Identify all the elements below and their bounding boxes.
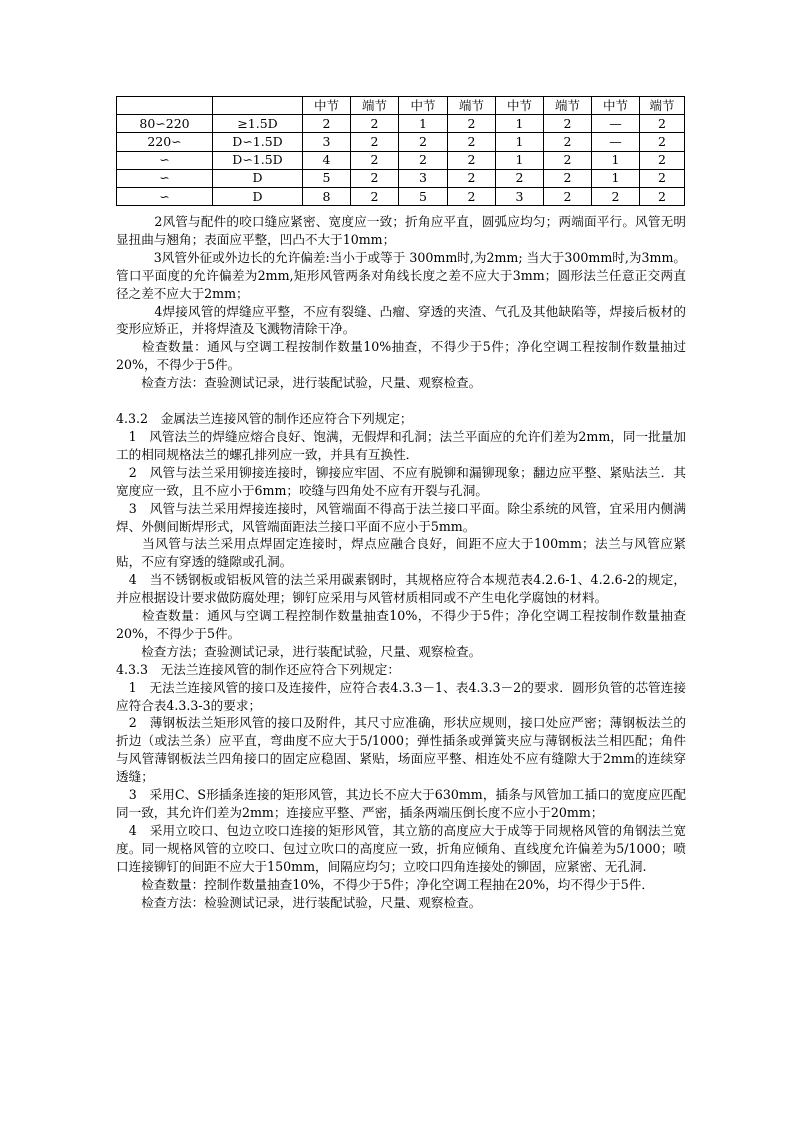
table-cell: 220∽	[117, 133, 213, 151]
table-cell: 2	[448, 187, 496, 205]
table-cell: 2	[351, 115, 399, 133]
paragraph: 1 无法兰连接风管的接口及连接件，应符合表4.3.3－1、表4.3.3－2的要求．圆形负管的芯管连接应符合表4.3.3-3的要求；	[116, 679, 686, 713]
section-heading: 4.3.3 无法兰连接风管的制作还应符合下列规定：	[116, 661, 400, 677]
table-cell: 1	[399, 115, 448, 133]
table-cell: 2	[448, 151, 496, 169]
table-cell: 3	[399, 169, 448, 187]
table-cell: 8	[303, 187, 351, 205]
table-cell: 1	[496, 151, 544, 169]
table-cell: 2	[399, 151, 448, 169]
table-cell: 2	[448, 115, 496, 133]
table-cell: 端节	[544, 97, 592, 115]
table-cell: 2	[351, 187, 399, 205]
table-row	[117, 187, 685, 205]
table-cell: 中节	[496, 97, 544, 115]
table-row	[117, 115, 685, 133]
table-cell: D	[213, 187, 303, 205]
paragraph: 4 当不锈钢板或铝板风管的法兰采用碳素钢时，其规格应符合本规范表4.2.6-1、4.2.6-2的规定，并应根据设计要求做防腐处理；铆钉应采用与风管材质相同或不产生电化学腐蚀的材料。	[116, 572, 686, 606]
table-cell: ∽	[117, 151, 213, 169]
table-cell: 5	[303, 169, 351, 187]
table-cell: 2	[640, 115, 685, 133]
table-cell: 3	[496, 187, 544, 205]
paragraph: 1 风管法兰的焊缝应熔合良好、饱满，无假焊和孔洞；法兰平面应的允许们差为2mm，同一批量加工的相同规格法兰的螺孔排列应一致，并具有互换性．	[116, 428, 686, 462]
paragraph: 检查数量：控制作数量抽查10%，不得少于5件；净化空调工程抽在20%，均不得少于5件．	[116, 876, 654, 892]
paragraph: 检查数量：通风与空调工程控制作数量抽查10%，不得少于5件；净化空调工程按制作数量抽查20%，不得少于5件。	[116, 608, 686, 641]
table-cell: ∽	[117, 187, 213, 205]
table-cell	[213, 97, 303, 115]
paragraph: 3 风管与法兰采用焊接连接时，风管端面不得高于法兰接口平面。除尘系统的风管，宜采用内侧满焊、外侧间断焊形式，风管端面距法兰接口平面不应小于5mm。	[116, 500, 686, 534]
table-cell: 2	[544, 151, 592, 169]
table-cell: 4	[303, 151, 351, 169]
table-cell: 1	[496, 115, 544, 133]
table-cell: 2	[351, 169, 399, 187]
table-cell: 2	[640, 169, 685, 187]
paragraph-gap	[116, 392, 686, 410]
paragraph: 当风管与法兰采用点焊固定连接时，焊点应融合良好，间距不应大于100mm；法兰与风管应紧贴，不应有穿透的缝隙或孔洞。	[116, 536, 686, 570]
table-cell: 端节	[351, 97, 399, 115]
table-cell: 2	[448, 133, 496, 151]
table-cell: 2	[640, 187, 685, 205]
paragraph: 检查数量：通风与空调工程按制作数量10%抽查，不得少于5件；净化空调工程按制作数量抽过20%，不得少于5件。	[116, 339, 686, 373]
paragraph: 3风管外征或外边长的允许偏差:当小于或等于 300mm时,为2mm; 当大于300mm时,为3mm。管口平面度的允许偏差为2mm,矩形风管两条对角线长度之差不应大于3mm；圆形法兰任意正交两直径之差不应大于2mm；	[116, 249, 686, 301]
paragraph: 2 风管与法兰采用铆接连接时，铆接应牢固、不应有脱铆和漏铆现象；翻边应平整、紧贴法兰．其宽度应一致，且不应小于6mm；咬缝与四角处不应有开裂与孔洞。	[116, 464, 686, 498]
table-cell: 80∽220	[117, 115, 213, 133]
table-cell: 2	[351, 151, 399, 169]
table-header-row	[117, 97, 685, 115]
table-cell: —	[592, 115, 640, 133]
paragraph: 检查方法；查验测试记录，进行装配试验，尺量、观察检查。	[116, 643, 482, 659]
paragraph: 检查方法：查验测试记录，进行装配试验，尺量、观察检查。	[116, 375, 482, 391]
table-cell: 1	[592, 151, 640, 169]
section-heading: 4.3.2 金属法兰连接风管的制作还应符合下列规定；	[116, 411, 413, 427]
table-cell: 中节	[303, 97, 351, 115]
table-row	[117, 133, 685, 151]
table-cell: 2	[544, 169, 592, 187]
table-cell: ∽	[117, 169, 213, 187]
table-cell: ≥1.5D	[213, 115, 303, 133]
table-cell: —	[592, 133, 640, 151]
table-cell: D∽1.5D	[213, 133, 303, 151]
table-cell: 2	[544, 115, 592, 133]
table-cell: 2	[303, 115, 351, 133]
table-cell: 2	[640, 133, 685, 151]
table-cell: 2	[592, 187, 640, 205]
table-cell: 2	[351, 133, 399, 151]
paragraph: 2风管与配件的咬口缝应紧密、宽度应一致；折角应平直，圆弧应均匀；两端面平行。风管无明显扭曲与翘角；表面应平整，凹凸不大于10mm；	[116, 214, 686, 247]
table-cell: D∽1.5D	[213, 151, 303, 169]
table-cell: 端节	[448, 97, 496, 115]
table-cell: 1	[496, 133, 544, 151]
paragraph: 4 采用立咬口、包边立咬口连接的矩形风管，其立筋的高度应大于成等于同规格风管的角钢法兰宽度。同一规格风管的立咬口、包过立吹口的高度应一致，折角应倾角、直线度允许偏差为5/1000；喷口连接铆钉的间距不应大于150mm，间隔应均匀；立咬口四角连接处的铆固，应紧密、无孔洞.	[116, 822, 686, 874]
table-cell: 1	[592, 169, 640, 187]
table-cell: 中节	[592, 97, 640, 115]
spec-table	[116, 96, 685, 206]
table-cell: 端节	[640, 97, 685, 115]
table-cell: D	[213, 169, 303, 187]
table-cell: 2	[640, 151, 685, 169]
table-cell: 2	[399, 133, 448, 151]
body-text	[116, 213, 686, 911]
table-cell: 3	[303, 133, 351, 151]
table-cell: 2	[448, 169, 496, 187]
paragraph: 2 薄钢板法兰矩形风管的接口及附件，其尺寸应准确，形状应规则，接口处应严密；薄钢板法兰的折边（或法兰条）应平直，弯曲度不应大于5/1000；弹性插条或弹簧夹应与薄钢板法兰相匹配；角件与风管薄钢板法兰四角接口的固定应稳固、紧贴，场面应平整、相连处不应有缝隙大于2mm的连续穿透缝；	[116, 715, 686, 785]
paragraph: 3 采用C、S形插条连接的矩形风管，其边长不应大于630mm，插条与风管加工插口的宽度应匹配同一致，其允许们差为2mm；连接应平整、严密，插条两端压倒长度不应小于20mm；	[116, 787, 686, 820]
paragraph: 4焊接风管的焊缝应平整，不应有裂缝、凸瘤、穿透的夹渣、气孔及其他缺陷等，焊接后板材的变形应矫正，并将焊渣及飞溅物清除干净。	[116, 303, 686, 337]
table-row	[117, 151, 685, 169]
table-cell	[117, 97, 213, 115]
table-cell: 2	[544, 187, 592, 205]
table-row	[117, 169, 685, 187]
table-cell: 2	[544, 133, 592, 151]
table-cell: 5	[399, 187, 448, 205]
paragraph: 检查方法：检验测试记录，进行装配试验，尺量、观察检查。	[116, 894, 482, 910]
table-cell: 2	[496, 169, 544, 187]
table-cell: 中节	[399, 97, 448, 115]
